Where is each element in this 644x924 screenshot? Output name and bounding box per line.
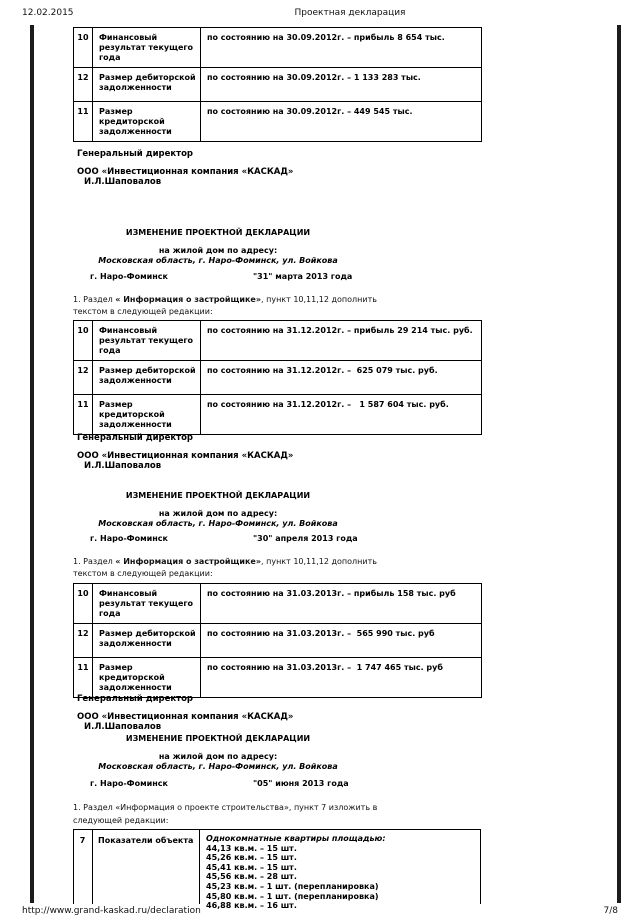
row-label-cell: Финансовый результат текущего года: [93, 584, 201, 624]
row-value-cell: по состоянию на 31.12.2012г. – 1 587 604 тыс. руб.: [201, 395, 482, 435]
page-left-border-bar: [30, 25, 34, 903]
apartment-line: 45,26 кв.м. – 15 шт.: [206, 853, 297, 863]
change-subtitle: на жилой дом по адресу:: [158, 509, 278, 518]
apartment-line: 45,23 кв.м. – 1 шт. (перепланировка): [206, 881, 379, 891]
row-number-cell: 10: [74, 584, 93, 624]
row-label-cell: Финансовый результат текущего года: [93, 28, 201, 68]
row-value-cell: [206, 834, 386, 911]
finance-table-2012q4: [73, 320, 482, 435]
city-label: г. Наро-Фоминск: [90, 779, 168, 788]
director-title: Генеральный директор: [77, 694, 194, 704]
date-label: "30" апреля 2013 года: [253, 534, 358, 543]
apartment-line: 44,13 кв.м. – 15 шт.: [206, 843, 297, 853]
paragraph-text: , пункт 10,11,12 дополнить: [261, 557, 377, 566]
director-name: И.Л.Шаповалов: [84, 461, 162, 471]
declaration-change-heading: [73, 491, 363, 529]
page-title: Проектная декларация: [294, 8, 406, 18]
apartment-line: 46,88 кв.м. – 16 шт.: [206, 901, 297, 911]
change-address: Московская область, г. Наро-Фоминск, ул. Войкова: [98, 762, 338, 771]
section-paragraph: [73, 294, 393, 318]
company-name: ООО «Инвестиционная компания «КАСКАД»: [77, 712, 294, 722]
row-label-cell: Показатели объекта: [98, 836, 194, 845]
table-row: [74, 658, 482, 698]
print-footer-url: http://www.grand-kaskad.ru/declaration: [22, 906, 201, 916]
row-number-cell: 7: [79, 836, 86, 845]
apartments-heading: Однокомнатные квартиры площадью:: [206, 834, 386, 843]
row-value-cell: по состоянию на 30.09.2012г. – 1 133 283 тыс.: [201, 68, 482, 102]
row-value-cell: по состоянию на 31.03.2013г. – 565 990 тыс. руб: [201, 624, 482, 658]
declaration-change-heading: [73, 734, 363, 772]
company-name: ООО «Инвестиционная компания «КАСКАД»: [77, 451, 294, 461]
change-address: Московская область, г. Наро-Фоминск, ул. Войкова: [98, 256, 338, 265]
print-footer-page-number: 7/8: [603, 906, 618, 916]
page-right-border-bar: [617, 25, 621, 903]
row-value-cell: по состоянию на 31.03.2013г. – прибыль 158 тыс. руб: [201, 584, 482, 624]
table-row: [74, 395, 482, 435]
row-label-cell: Размер кредиторской задолженности: [93, 102, 201, 142]
row-number-cell: 10: [74, 28, 93, 68]
city-label: г. Наро-Фоминск: [90, 272, 168, 281]
table-row: [74, 361, 482, 395]
director-name: И.Л.Шаповалов: [84, 177, 162, 187]
section-paragraph: [73, 556, 393, 580]
apartment-line: 45,41 кв.м. – 15 шт.: [206, 862, 297, 872]
change-subtitle: на жилой дом по адресу:: [158, 246, 278, 255]
date-label: "05" июня 2013 года: [253, 779, 349, 788]
city-label: г. Наро-Фоминск: [90, 534, 168, 543]
paragraph-line-1: [73, 294, 393, 306]
row-number-cell: 11: [74, 395, 93, 435]
change-title: ИЗМЕНЕНИЕ ПРОЕКТНОЙ ДЕКЛАРАЦИИ: [125, 734, 311, 743]
row-number-cell: 10: [74, 321, 93, 361]
paragraph-bold-text: « Информация о застройщике»: [115, 557, 262, 566]
row-value-cell: по состоянию на 31.03.2013г. – 1 747 465 тыс. руб: [201, 658, 482, 698]
row-label-cell: Размер дебиторской задолженности: [93, 68, 201, 102]
row-number-cell: 11: [74, 102, 93, 142]
finance-table-2012q3: [73, 27, 482, 142]
paragraph-line-2: текстом в следующей редакции:: [73, 569, 213, 578]
finance-table-2013q1: [73, 583, 482, 698]
paragraph-text: 1. Раздел: [73, 295, 116, 304]
director-name: И.Л.Шаповалов: [84, 722, 162, 732]
declaration-change-heading: [73, 228, 363, 266]
change-title: ИЗМЕНЕНИЕ ПРОЕКТНОЙ ДЕКЛАРАЦИИ: [125, 491, 311, 500]
row-number-cell: 12: [74, 624, 93, 658]
row-value-cell: по состоянию на 30.09.2012г. – 449 545 тыс.: [201, 102, 482, 142]
director-signature-block: [77, 149, 293, 187]
paragraph-line-1: [73, 556, 393, 568]
director-signature-block: [77, 433, 293, 471]
row-label-cell: Размер дебиторской задолженности: [93, 624, 201, 658]
company-name: ООО «Инвестиционная компания «КАСКАД»: [77, 167, 294, 177]
table-row: [74, 584, 482, 624]
table-row: [74, 68, 482, 102]
object-indicators-table: [73, 829, 481, 911]
apartment-line: 45,56 кв.м. – 28 шт.: [206, 872, 297, 882]
paragraph-bold-text: « Информация о застройщике»: [115, 295, 262, 304]
row-value-cell: по состоянию на 31.12.2012г. – прибыль 29 214 тыс. руб.: [201, 321, 482, 361]
paragraph-text: , пункт 10,11,12 дополнить: [261, 295, 377, 304]
paragraph-line-2: следующей редакции:: [73, 815, 169, 825]
row-label-cell: Финансовый результат текущего года: [93, 321, 201, 361]
table-border: [199, 830, 200, 904]
change-title: ИЗМЕНЕНИЕ ПРОЕКТНОЙ ДЕКЛАРАЦИИ: [125, 228, 311, 237]
director-title: Генеральный директор: [77, 433, 194, 443]
row-number-cell: 12: [74, 361, 93, 395]
section-paragraph: [73, 802, 393, 827]
row-value-cell: по состоянию на 31.12.2012г. – 625 079 тыс. руб.: [201, 361, 482, 395]
change-address: Московская область, г. Наро-Фоминск, ул. Войкова: [98, 519, 338, 528]
paragraph-line-2: текстом в следующей редакции:: [73, 307, 213, 316]
table-row: [74, 28, 482, 68]
paragraph-text: 1. Раздел: [73, 557, 116, 566]
table-row: [74, 102, 482, 142]
table-row: [74, 624, 482, 658]
change-subtitle: на жилой дом по адресу:: [158, 752, 278, 761]
row-number-cell: 11: [74, 658, 93, 698]
table-border: [480, 830, 481, 904]
director-signature-block: [77, 694, 293, 732]
row-label-cell: Размер кредиторской задолженности: [93, 658, 201, 698]
row-value-cell: по состоянию на 30.09.2012г. – прибыль 8 654 тыс.: [201, 28, 482, 68]
row-label-cell: Размер дебиторской задолженности: [93, 361, 201, 395]
table-row: [74, 321, 482, 361]
row-number-cell: 12: [74, 68, 93, 102]
row-label-cell: Размер кредиторской задолженности: [93, 395, 201, 435]
director-title: Генеральный директор: [77, 149, 194, 159]
paragraph-line-1: 1. Раздел «Информация о проекте строительства», пункт 7 изложить в: [73, 803, 378, 812]
table-border: [92, 830, 93, 904]
print-header-date: 12.02.2015: [22, 8, 74, 18]
apartment-line: 45,80 кв.м. – 1 шт. (перепланировка): [206, 891, 379, 901]
date-label: "31" марта 2013 года: [253, 272, 353, 281]
